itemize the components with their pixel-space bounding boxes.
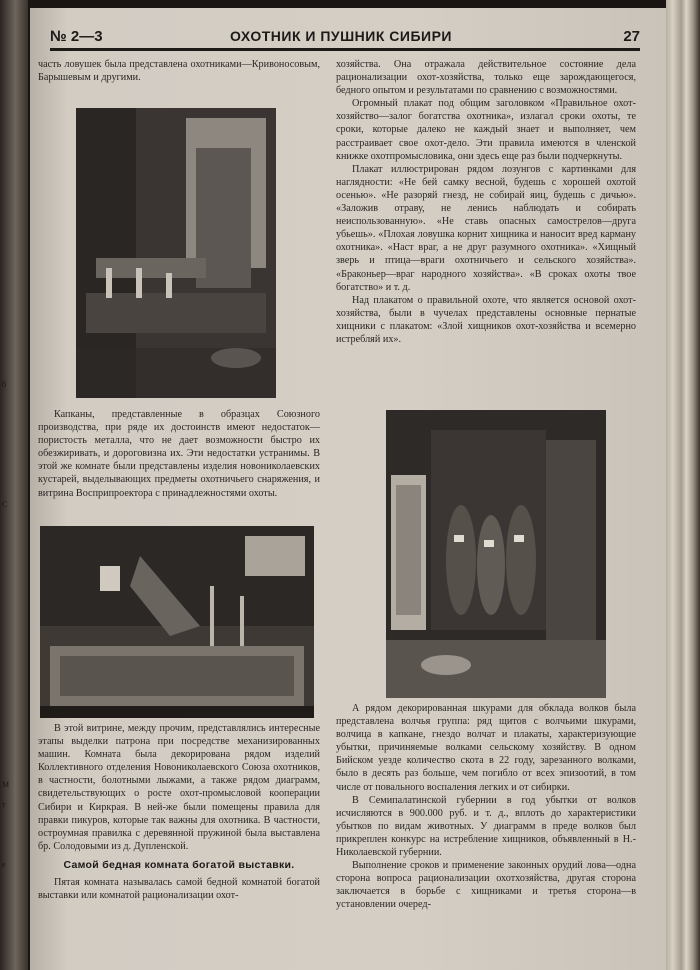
paragraph: Капканы, представленные в образцах Союзного производства, при ряде их достоинств имеют недостаток—пористость металла, что не дает возможности быстро их обезжиривать, и дороговизна их. Эти недостатки устранимы. В этой же комнате были представлены изделия новониколаевских кустарей, выделывающих предметы охотничьего снаряжения, и витрина Восприпроектора с принадлежностями охоты. (38, 409, 320, 499)
magazine-page (30, 8, 666, 970)
running-header (50, 26, 640, 51)
section-subheading: Самой бедная комната богатой выставки. (63, 858, 295, 871)
paragraph: В Семипалатинской губернии в год убытки от волков исчисляются в 900.000 руб. и т. д., вплоть до характеристики убытков по видам животных. У диаграмм в преде волков был прикреплен конкурс на истребление хищников, объявленный в Н.-Николаевской губернии. (336, 794, 636, 859)
paragraph: часть ловушек была представлена охотниками—Кривоносовым, Барышевым и другими. (38, 59, 320, 84)
issue-number: № 2—3 (50, 28, 103, 45)
paragraph: Огромный плакат под общим заголовком «Правильное охот-хозяйство—залог богатства охотника», излагал сроки охоты, те сроки, которые далеко не каждый знает и выполняет, чем расстраивает свое охот-дело. Эти правила имеются в членской книжке охотпромысловика, они здесь еще раз были подчеркнуты. (336, 98, 636, 162)
paragraph: Пятая комната называлась самой бедной комнатой богатой выставки или комнатой рационализации охот- (38, 877, 320, 902)
paragraph: хозяйства. Она отражала действительное состояние дела рационализации охот-хозяйства, только еще зарождающегося, бедного опытом и результатами по сравнению с возможностями. (336, 59, 636, 97)
edge-letter: М (2, 780, 10, 789)
edge-letter: С (2, 500, 8, 509)
paragraph: В этой витрине, между прочим, представлялись интересные этапы выделки патрона при посредстве механизированных машин. Комната была декорирована рядом изделий Коллективного отделения Новониколаевского Союза охотников, в частности, болотными лыжами, а также рядом диаграмм, свидетельствующих о росте охот-промысловой кооперации Сибири и Киркрая. В ней-же были помещены правила для правки пикуров, которые так важны для охотника. В частности, остроумная правилка с деревянной пружиной была выставлена бр. Солодовыми из д. Дупленской. (38, 723, 320, 852)
left-column-middle (38, 408, 320, 500)
page-number: 27 (623, 28, 640, 45)
paragraph: Выполнение сроков и применение законных орудий лова—одна сторона вопроса рационализации охотхозяйства, другая сторона заключается в борьбе с хищниками и третья сторона—в установлении очеред- (336, 860, 636, 911)
edge-letter: т (2, 800, 6, 809)
right-column-bottom (336, 702, 636, 912)
exhibit-photo-2 (40, 526, 314, 718)
left-column-top (38, 58, 320, 84)
edge-letter: б (2, 380, 7, 389)
journal-title: ОХОТНИК И ПУШНИК СИБИРИ (230, 28, 452, 44)
book-spine-edge (666, 0, 700, 970)
edge-letter: е (2, 860, 6, 869)
paragraph: Плакат иллюстрирован рядом лозунгов с картинками для наглядности: «Не бей самку весной, будешь с хорошей охотой осенью». «Не разоряй гнезд, не собирай яиц, будешь с дичью». «Заложив отраву, не ленись наблюдать и собирать неиспользованную». «Не ставь опасных самострелов—друга убьешь». «Плохая ловушка корнит хищника и наносит вред карману охотника». «Наст враг, а не друг разумного охотника». «Хищный зверь и птица—враги охотничьего и сельского хозяйства». «Браконьер—враг народного хозяйства». «В сроках охоты твое богатство» и т. д. (336, 163, 636, 293)
left-column-bottom (38, 722, 320, 902)
paragraph: Над плакатом о правильной охоте, что является основой охот-хозяйства, были в чучелах представлены основные пернатые хищники с плакатом: «Злой хищников охот-хозяйства и всемерно истребляй их». (336, 294, 636, 345)
adjacent-page-edge (0, 0, 28, 970)
right-column-top (336, 58, 636, 346)
exhibit-photo-3 (386, 410, 606, 698)
paragraph: А рядом декорированная шкурами для обклада волков была представлена волчья группа: ряд щитов с волчьими шкурами, волчица в капкане, гнездо волчат и плакаты, характеризующие убытки, причиняемые волками сельскому хозяйству. В одном Бийском уезде количество скота в 22 году, зарезанного волками, было в десять раз больше, чем погибло от всех эпизоотий, в том числе от повального воспаления легких и от сибирки. (336, 703, 636, 793)
exhibit-photo-1 (76, 108, 276, 398)
